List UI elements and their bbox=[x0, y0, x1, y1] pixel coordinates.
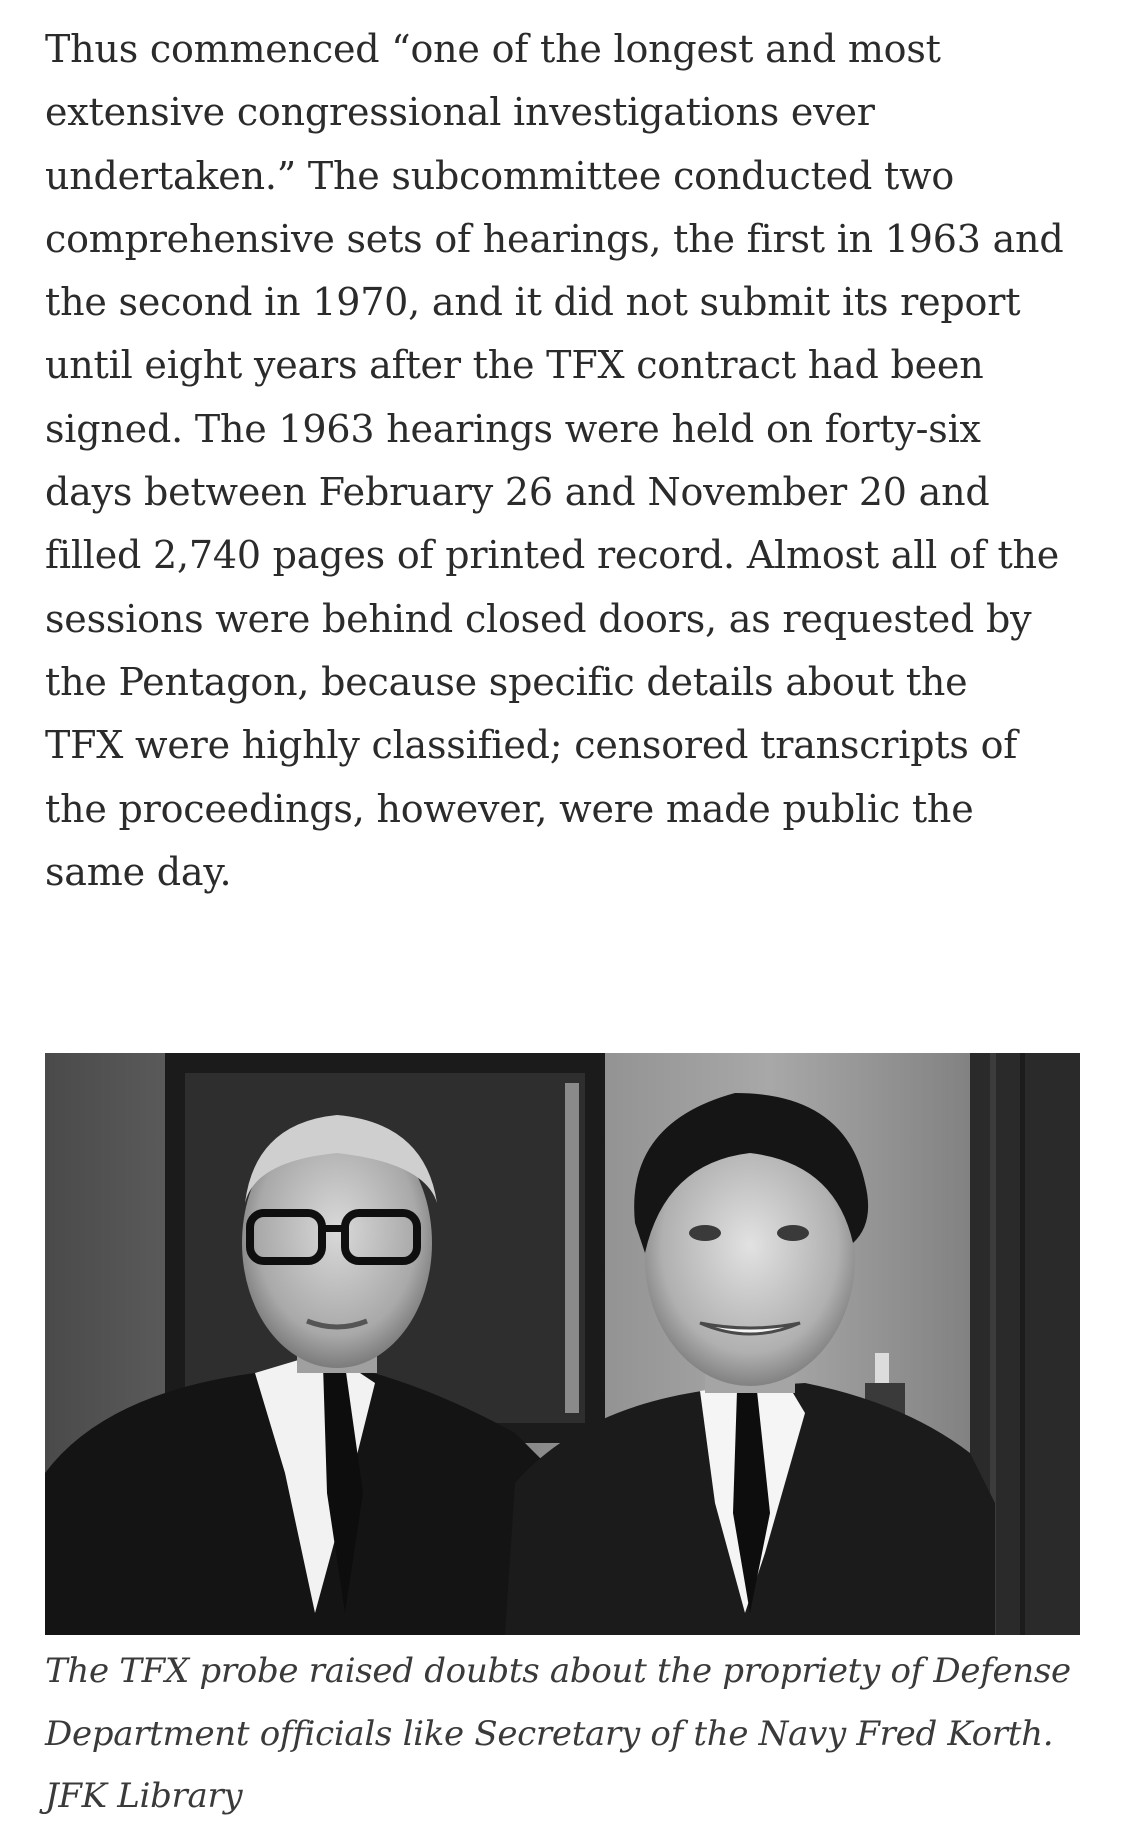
paragraph-line: filled 2,740 pages of printed record. Almost all of the bbox=[45, 533, 1060, 578]
paragraph-line: TFX were highly classified; censored transcripts of bbox=[45, 723, 1018, 768]
paragraph-line: the Pentagon, because specific details about the bbox=[45, 659, 968, 704]
article-photo bbox=[45, 1053, 1080, 1635]
body-paragraph bbox=[45, 18, 1085, 904]
paragraph-line: same day. bbox=[45, 849, 232, 894]
photo-credit: JFK Library bbox=[45, 1776, 243, 1816]
caption-line: The TFX probe raised doubts about the propriety of Defense bbox=[45, 1651, 1071, 1691]
paragraph-line: comprehensive sets of hearings, the first in 1963 and bbox=[45, 216, 1064, 261]
paragraph-line: extensive congressional investigations ever bbox=[45, 90, 875, 135]
figure-caption bbox=[45, 1640, 1085, 1828]
paragraph-line: the proceedings, however, were made public the bbox=[45, 786, 974, 831]
paragraph-line: sessions were behind closed doors, as requested by bbox=[45, 596, 1032, 641]
caption-line: Department officials like Secretary of the Navy Fred Korth. bbox=[45, 1713, 1054, 1754]
photo-two-men-icon bbox=[45, 1053, 1080, 1635]
paragraph-line: signed. The 1963 hearings were held on forty-six bbox=[45, 406, 981, 451]
paragraph-line: until eight years after the TFX contract had been bbox=[45, 343, 984, 388]
paragraph-line: days between February 26 and November 20 and bbox=[45, 470, 990, 515]
paragraph-line: the second in 1970, and it did not submit its report bbox=[45, 280, 1021, 325]
paragraph-line: undertaken.” The subcommittee conducted two bbox=[45, 153, 955, 198]
paragraph-line: Thus commenced “one of the longest and most bbox=[45, 27, 941, 71]
